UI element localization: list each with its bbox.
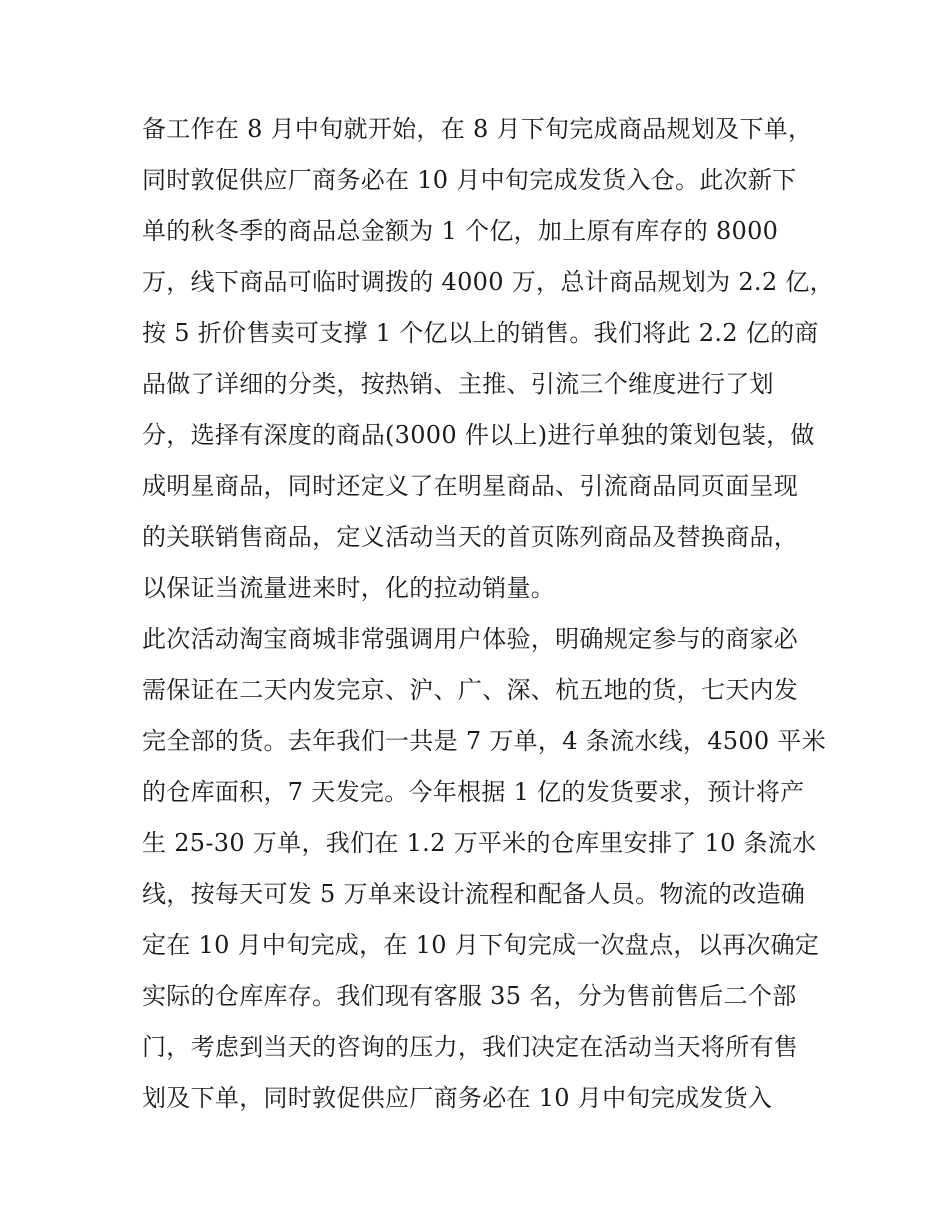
text-line: 划及下单，同时敦促供应厂商务必在 10 月中旬完成发货入 [142,1084,773,1112]
text-line: 品做了详细的分类，按热销、主推、引流三个维度进行了划 [142,370,774,398]
text-line: 的仓库面积，7 天发完。今年根据 1 亿的发货要求，预计将产 [142,778,805,806]
text-line: 同时敦促供应厂商务必在 10 月中旬完成发货入仓。此次新下 [142,166,797,194]
text-line: 需保证在二天内发完京、沪、广、深、杭五地的货，七天内发 [142,676,799,704]
body-text [142,104,832,1124]
text-line: 分，选择有深度的商品(3000 件以上)进行单独的策划包装，做 [142,421,815,449]
text-line: 以保证当流量进来时，化的拉动销量。 [142,574,556,602]
text-line: 定在 10 月中旬完成，在 10 月下旬完成一次盘点，以再次确定 [142,931,820,959]
text-line: 万，线下商品可临时调拨的 4000 万，总计商品规划为 2.2 亿， [142,268,834,296]
text-line: 此次活动淘宝商城非常强调用户体验，明确规定参与的商家必 [142,625,799,653]
text-line: 线，按每天可发 5 万单来设计流程和配备人员。物流的改造确 [142,880,806,908]
text-line: 实际的仓库库存。我们现有客服 35 名，分为售前售后二个部 [142,982,797,1010]
text-line: 完全部的货。去年我们一共是 7 万单，4 条流水线，4500 平米 [142,727,827,755]
text-line: 成明星商品，同时还定义了在明星商品、引流商品同页面呈现 [142,472,799,500]
paragraph-2 [142,614,832,1124]
text-line: 门，考虑到当天的咨询的压力，我们决定在活动当天将所有售 [142,1033,799,1061]
text-line: 的关联销售商品，定义活动当天的首页陈列商品及替换商品， [142,523,799,551]
text-line: 生 25-30 万单，我们在 1.2 万平米的仓库里安排了 10 条流水 [142,829,817,857]
paragraph-1 [142,104,832,614]
text-line: 单的秋冬季的商品总金额为 1 个亿，加上原有库存的 8000 [142,217,779,245]
text-line: 按 5 折价售卖可支撑 1 个亿以上的销售。我们将此 2.2 亿的商 [142,319,819,347]
text-line: 备工作在 8 月中旬就开始，在 8 月下旬完成商品规划及下单， [142,115,813,143]
